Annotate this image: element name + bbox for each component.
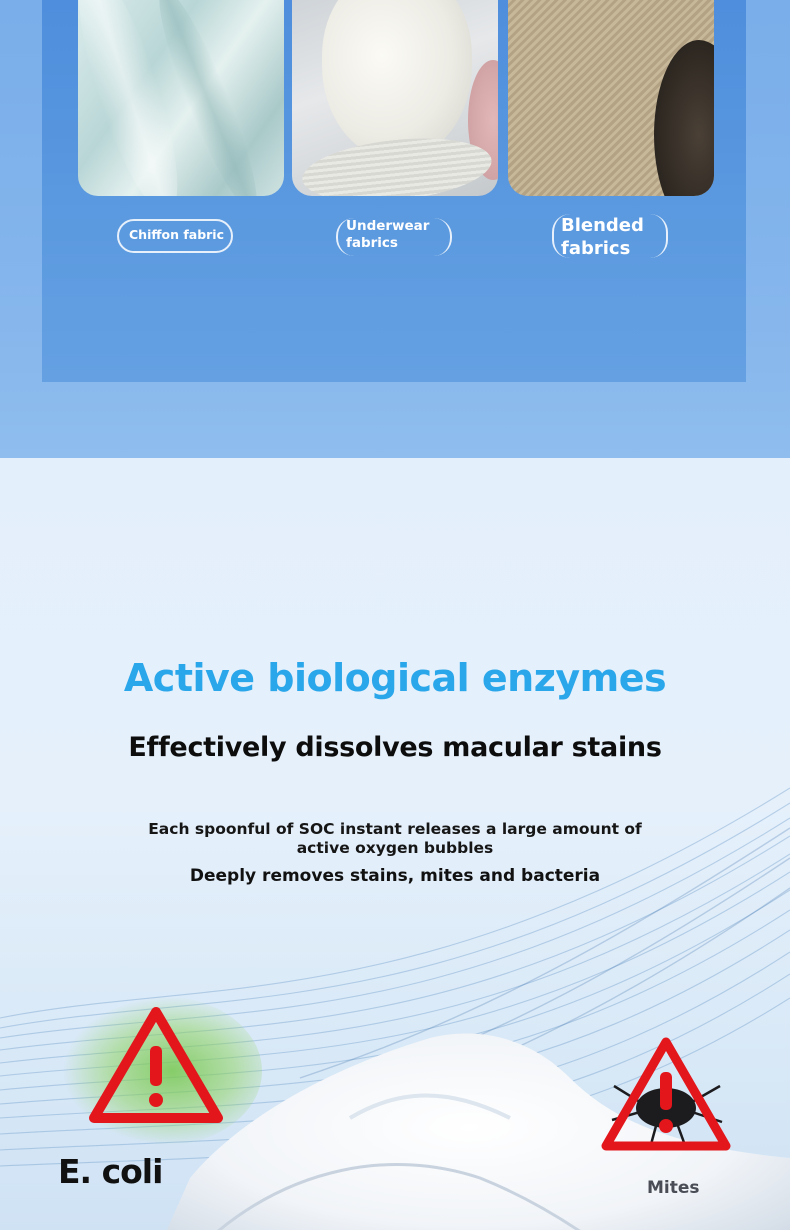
chiffon-fabric-label: Chiffon fabric xyxy=(117,219,233,253)
warning-triangle-icon xyxy=(88,1006,224,1126)
enzyme-subheadline: Effectively dissolves macular stains xyxy=(128,732,662,763)
chiffon-fabric-photo xyxy=(78,0,284,196)
bra-cup-shape xyxy=(322,0,472,160)
enzyme-description: Each spoonful of SOC instant releases a large amount of active oxygen bubbles xyxy=(148,820,642,857)
enzyme-headline: Active biological enzymes xyxy=(123,656,667,700)
enzyme-section xyxy=(0,458,790,1230)
fabric-types-section xyxy=(0,0,790,458)
bra-band-shape xyxy=(299,130,494,196)
blended-fabric-photo xyxy=(508,0,714,196)
mites-label: Mites xyxy=(647,1178,700,1198)
ecoli-label: E. coli xyxy=(58,1152,163,1191)
warning-triangle-icon xyxy=(600,1036,732,1154)
underwear-fabric-photo xyxy=(292,0,498,196)
underwear-fabric-label: Underwear fabrics xyxy=(336,218,452,256)
enzyme-benefit: Deeply removes stains, mites and bacteria xyxy=(189,866,601,886)
blended-fabric-label: Blended fabrics xyxy=(552,214,668,258)
